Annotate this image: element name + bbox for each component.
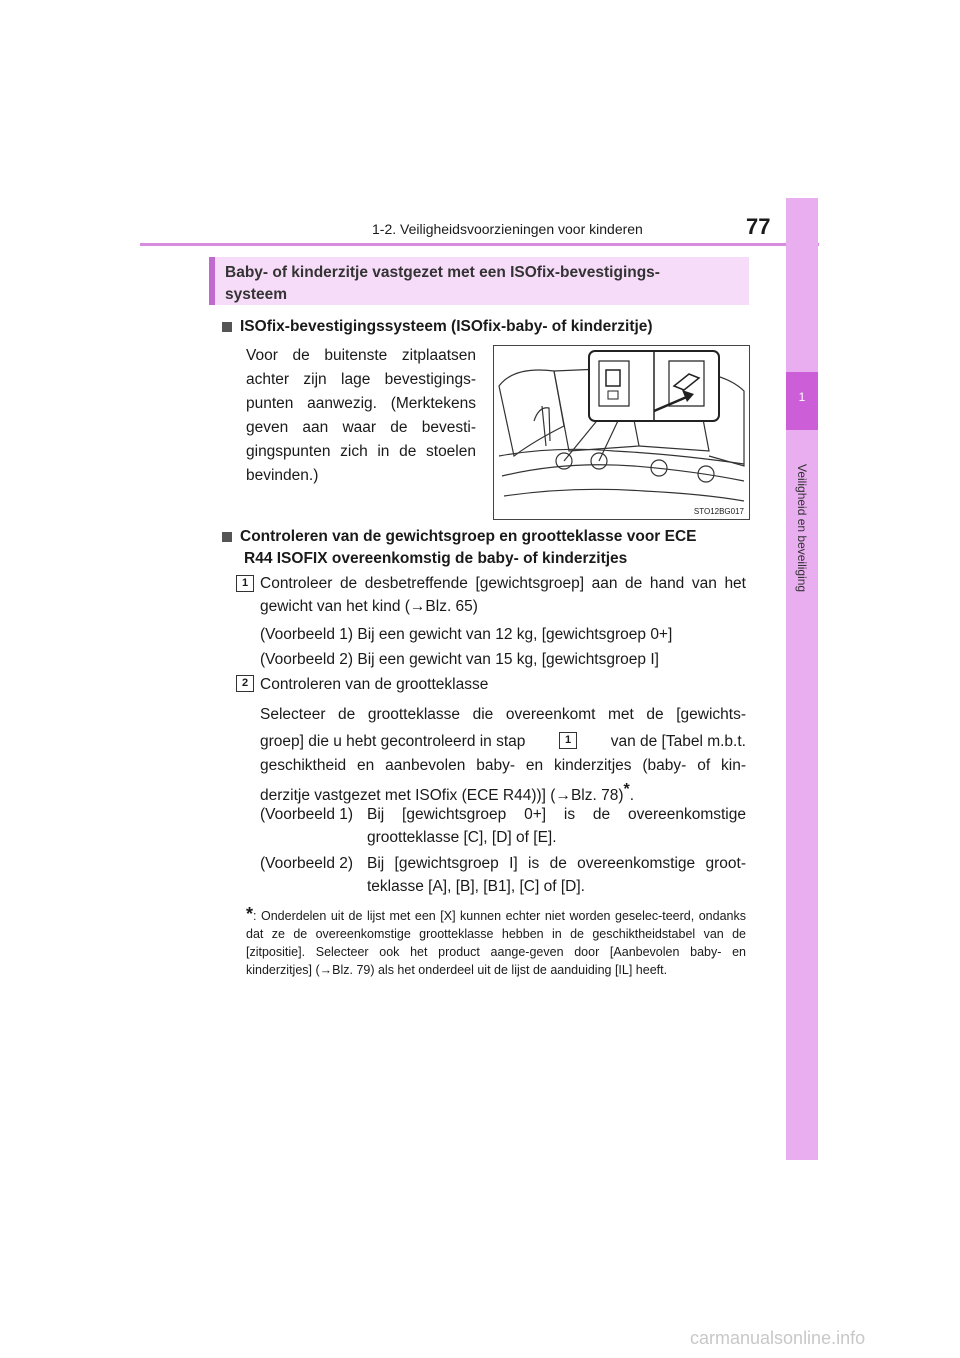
example-label: (Voorbeeld 1) xyxy=(260,806,354,823)
chapter-title-vertical xyxy=(786,464,818,624)
section-heading-text: ISOfix-bevestigingssysteem (ISOfix-baby- of kinderzitje) xyxy=(240,318,653,335)
section-heading-text: Controleren van de gewichtsgroep en grootteklasse voor ECE xyxy=(240,528,697,545)
section-heading xyxy=(222,316,653,338)
step-text: Controleer de desbetreffende [gewichtsgroep] aan de hand van het gewicht van het kind (→Blz. 65) xyxy=(260,575,746,615)
step-text-line: Selecteer de grootteklasse die overeenkomt met de [gewichts- xyxy=(260,706,746,723)
rear-seat-drawing xyxy=(494,346,749,519)
step-reference-box: 1 xyxy=(559,732,577,749)
step-text-part: van de [Tabel m.b.t. xyxy=(610,733,746,750)
example-text: Bij [gewichtsgroep I] is de overeenkomstige groot-teklasse [A], [B], [B1], [C] of [D]. xyxy=(367,855,746,895)
footnote-text: : Onderdelen uit de lijst met een [X] kunnen echter niet worden geselec-teerd, ondanks dat ze de overeenkomstige grootteklasse hebben in de geschiktheidstabel van de [zitpositie]. Selecteer ook het product aange-geven door [Aanbevolen baby- en kinderzitjes] (→Blz. 79) als het onderdeel uit de lijst de aanduiding [IL] heeft. xyxy=(246,909,746,977)
chapter-title: Veiligheid en beveiliging xyxy=(795,464,809,593)
footnote-star: * xyxy=(246,904,254,924)
footnote xyxy=(246,905,746,979)
example-text: (Voorbeeld 2) Bij een gewicht van 15 kg, [gewichtsgroep I] xyxy=(260,651,659,668)
step-text-line: derzitje vastgezet met ISOfix (ECE R44))] (→Blz. 78)*. xyxy=(260,781,635,805)
section-heading-text: R44 ISOFIX overeenkomstig de baby- of kinderzitjes xyxy=(244,550,628,567)
step-text-part: derzitje vastgezet met ISOfix (ECE R44))] (→Blz. 78) xyxy=(260,787,624,805)
page-number: 77 xyxy=(746,214,771,239)
step-title: Controleren van de grootteklasse xyxy=(260,676,489,693)
box-title xyxy=(209,257,749,305)
footnote-marker: * xyxy=(623,781,630,798)
figure-label: STO12BG017 xyxy=(693,507,744,516)
example-label: (Voorbeeld 2) xyxy=(260,855,354,872)
watermark: carmanualsonline.info xyxy=(690,1328,866,1348)
square-bullet-icon xyxy=(222,532,232,542)
section-body: Voor de buitenste zitplaatsen achter zijn lage bevestigings-punten aanwezig. (Merktekens geven aan waar de bevesti-gingspunten zich in de stoelen bevinden.) xyxy=(246,347,476,484)
square-bullet-icon xyxy=(222,322,232,332)
step-number-box: 1 xyxy=(236,575,254,592)
box-title-line: systeem xyxy=(225,286,288,303)
box-title-line: Baby- of kinderzitje vastgezet met een ISOfix-bevestigings- xyxy=(225,264,660,281)
step-number-box: 2 xyxy=(236,675,254,692)
example-text: Bij [gewichtsgroep 0+] is de overeenkomstige grootteklasse [C], [D] of [E]. xyxy=(367,806,746,846)
header-divider xyxy=(140,243,819,246)
section-heading xyxy=(222,526,750,570)
example-text: (Voorbeeld 1) Bij een gewicht van 12 kg, [gewichtsgroep 0+] xyxy=(260,626,673,643)
step-text-line: geschiktheid en aanbevolen baby- en kinderzitjes (baby- of kin- xyxy=(260,757,746,774)
seat-anchor-illustration xyxy=(493,345,750,520)
section-title: 1-2. Veiligheidsvoorzieningen voor kinderen xyxy=(372,221,643,237)
step-text-line xyxy=(260,730,746,753)
step-text-part: groep] die u hebt gecontroleerd in stap xyxy=(260,733,526,750)
chapter-side-tab xyxy=(786,198,818,1160)
chapter-number: 1 xyxy=(798,390,806,404)
